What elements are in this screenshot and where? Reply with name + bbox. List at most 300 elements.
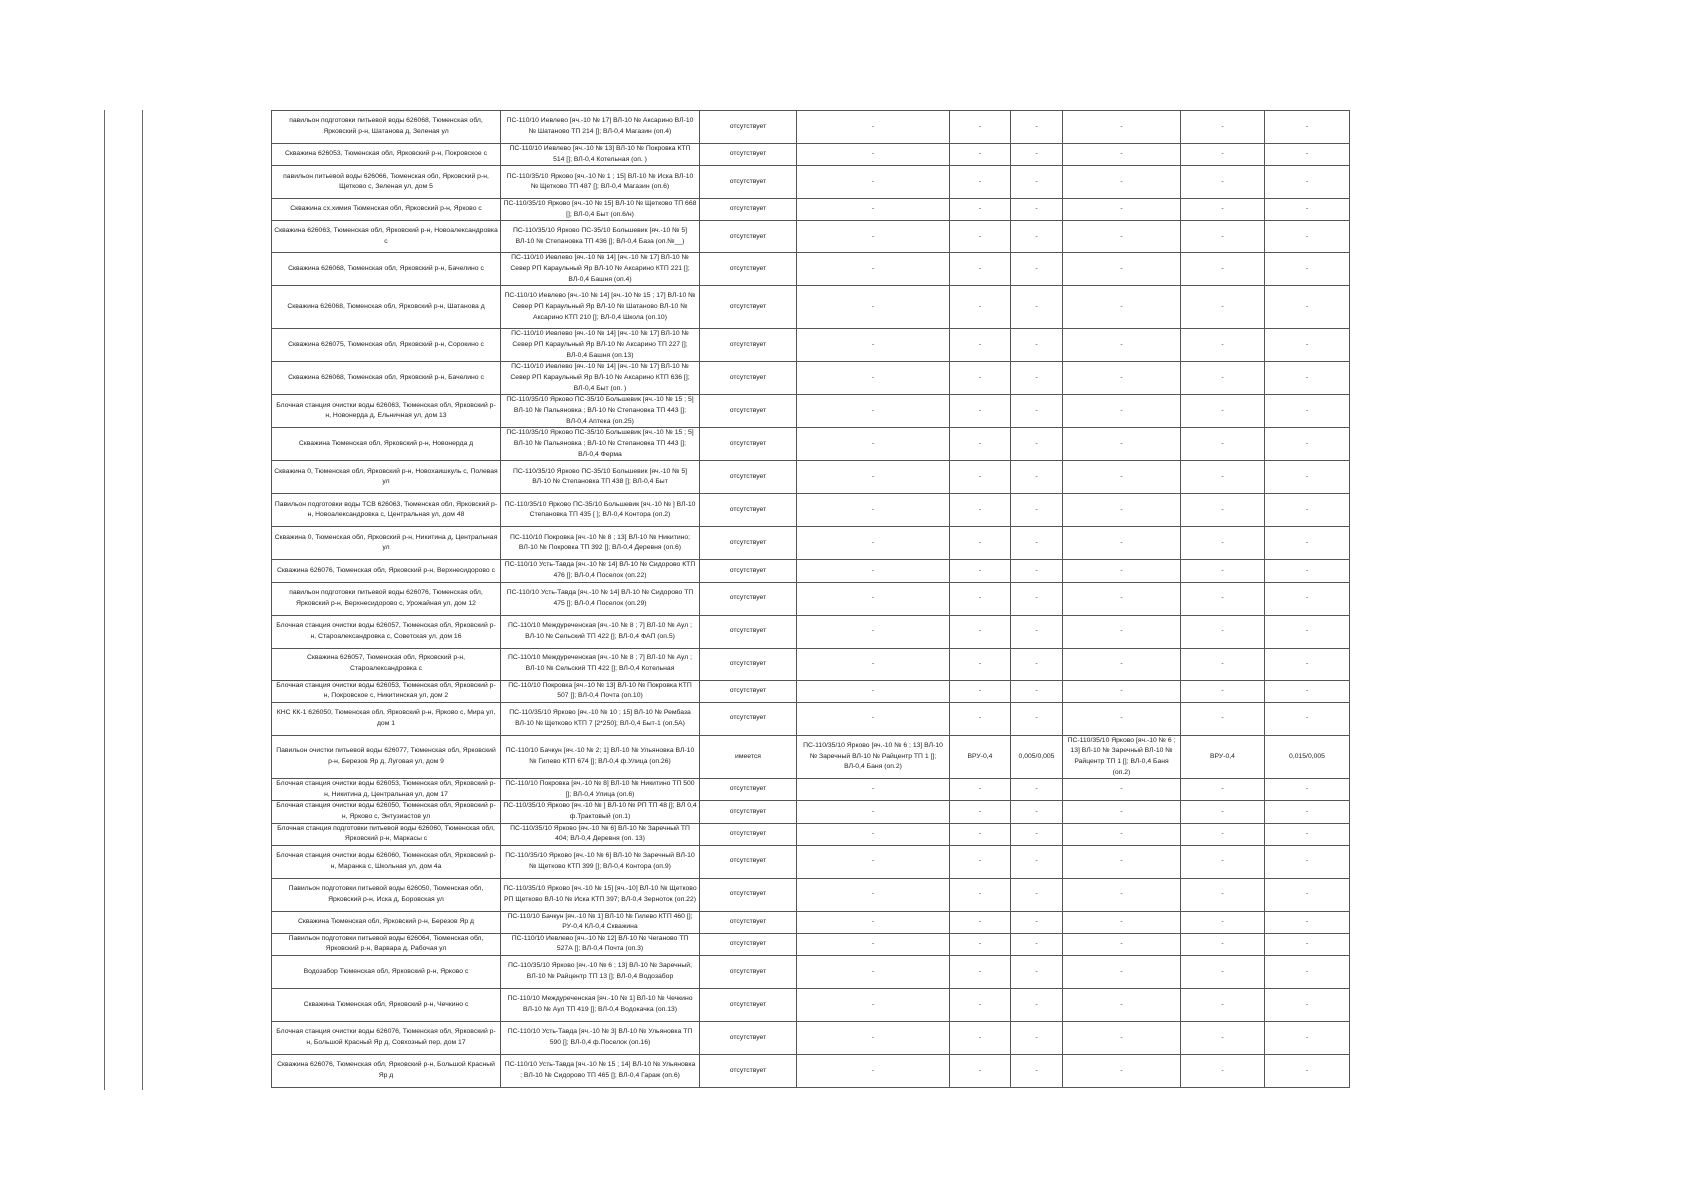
cell-reserve-status: отсутствует (700, 823, 797, 845)
table-row (272, 199, 1350, 221)
cell-alt-point: - (1181, 527, 1265, 560)
cell-reserve-source: - (797, 494, 950, 527)
cell-object-address: Павильон подготовки питьевой воды 626064, Тюменская обл, Ярковский р-н, Варвара д, Рабочая ул (272, 933, 501, 955)
table-row (272, 428, 1350, 461)
cell-reserve-point: - (950, 527, 1011, 560)
cell-object-address: КНС КК-1 626050, Тюменская обл, Ярковский р-н, Ярково с, Мира ул, дом 1 (272, 702, 501, 735)
cell-reserve-source: - (797, 648, 950, 680)
cell-alt-capacity: - (1265, 428, 1350, 461)
table-row (272, 989, 1350, 1022)
cell-reserve-source: - (797, 253, 950, 286)
cell-reserve-point: - (950, 1055, 1011, 1088)
cell-alt-source: - (1063, 911, 1181, 933)
cell-reserve-status: отсутствует (700, 253, 797, 286)
cell-connection-scheme: ПС-110/35/10 Ярково ПС-35/10 Большевик [яч.-10 № 15 ; 5] ВЛ-10 № Пальяновка ; ВЛ-10 № Степановка ТП 443 []; ВЛ-0,4 Ферма (501, 428, 700, 461)
cell-alt-point: - (1181, 582, 1265, 615)
table-row (272, 911, 1350, 933)
cell-reserve-point: - (950, 702, 1011, 735)
cell-alt-source: - (1063, 878, 1181, 911)
cell-alt-point: - (1181, 1055, 1265, 1088)
cell-reserve-capacity: - (1011, 648, 1063, 680)
cell-reserve-point: - (950, 823, 1011, 845)
table-row (272, 823, 1350, 845)
cell-reserve-capacity: - (1011, 253, 1063, 286)
cell-object-address: Скважина 626076, Тюменская обл, Ярковский р-н, Верхнесидорово с (272, 560, 501, 582)
cell-connection-scheme: ПС-110/10 Иевлево [яч.-10 № 17] ВЛ-10 № Аксарино ВЛ-10 № Шатаново ТП 214 []; ВЛ-0,4 Магазин (оп.4) (501, 111, 700, 144)
table-row (272, 878, 1350, 911)
cell-alt-source: - (1063, 648, 1181, 680)
cell-connection-scheme: ПС-110/35/10 Ярково ПС-35/10 Большевик [яч.-10 № 5] ВЛ-10 № Степановка ТП 438 []; ВЛ-0,4 Быт (501, 461, 700, 494)
cell-object-address: Скважина сх.химия Тюменская обл, Ярковский р-н, Ярково с (272, 199, 501, 221)
cell-alt-source: - (1063, 1055, 1181, 1088)
cell-alt-capacity: 0,015/0,005 (1265, 735, 1350, 778)
cell-reserve-status: отсутствует (700, 801, 797, 823)
cell-object-address: Скважина 626075, Тюменская обл, Ярковский р-н, Сорокино с (272, 329, 501, 362)
cell-reserve-capacity: - (1011, 144, 1063, 166)
cell-reserve-status: отсутствует (700, 1055, 797, 1088)
cell-reserve-status: отсутствует (700, 933, 797, 955)
cell-alt-point: - (1181, 956, 1265, 989)
table-row (272, 166, 1350, 199)
left-margin-line (104, 110, 105, 1090)
cell-reserve-capacity: - (1011, 428, 1063, 461)
cell-reserve-capacity: - (1011, 956, 1063, 989)
cell-reserve-status: отсутствует (700, 648, 797, 680)
cell-alt-capacity: - (1265, 253, 1350, 286)
cell-alt-point: - (1181, 199, 1265, 221)
cell-alt-source: ПС-110/35/10 Ярково [яч.-10 № 6 ; 13] ВЛ-10 № Заречный ВЛ-10 № Райцентр ТП 1 []; ВЛ-0,4 Баня (оп.2) (1063, 735, 1181, 778)
cell-alt-point: - (1181, 648, 1265, 680)
cell-reserve-status: отсутствует (700, 845, 797, 878)
cell-reserve-capacity: - (1011, 461, 1063, 494)
table-body (272, 111, 1350, 1088)
cell-reserve-status: отсутствует (700, 956, 797, 989)
cell-reserve-point: - (950, 680, 1011, 702)
cell-connection-scheme: ПС-110/35/10 Ярково [яч.-10 № 15] [яч.-10] ВЛ-10 № Щетково РП Щетково ВЛ-10 № Иска КТП 397; ВЛ-0,4 Зерноток (оп.22) (501, 878, 700, 911)
cell-alt-capacity: - (1265, 911, 1350, 933)
table-row (272, 144, 1350, 166)
cell-reserve-source: - (797, 111, 950, 144)
cell-alt-point: - (1181, 253, 1265, 286)
cell-reserve-capacity: - (1011, 111, 1063, 144)
cell-alt-capacity: - (1265, 144, 1350, 166)
cell-alt-capacity: - (1265, 461, 1350, 494)
cell-reserve-point: ВРУ-0,4 (950, 735, 1011, 778)
cell-reserve-capacity: - (1011, 329, 1063, 362)
cell-object-address: Скважина 0, Тюменская обл, Ярковский р-н, Новохаишкуль с, Полевая ул (272, 461, 501, 494)
cell-alt-point: - (1181, 329, 1265, 362)
cell-reserve-point: - (950, 329, 1011, 362)
cell-object-address: Скважина 626057, Тюменская обл, Ярковский р-н, Староалександровка с (272, 648, 501, 680)
cell-connection-scheme: ПС-110/35/10 Ярково ПС-35/10 Большевик [яч.-10 № 15 ; 5] ВЛ-10 № Пальяновка ; ВЛ-10 № Степановка ТП 443 []; ВЛ-0,4 Аптека (оп.25) (501, 395, 700, 428)
cell-alt-point: - (1181, 560, 1265, 582)
table-row (272, 933, 1350, 955)
cell-reserve-capacity: - (1011, 560, 1063, 582)
cell-alt-capacity: - (1265, 878, 1350, 911)
cell-alt-point: - (1181, 144, 1265, 166)
cell-reserve-source: - (797, 560, 950, 582)
cell-connection-scheme: ПС-110/35/10 Ярково [яч.-10 № ] ВЛ-10 № РП ТП 48 []; ВЛ 0,4 ф.Трактовый (оп.1) (501, 801, 700, 823)
cell-alt-source: - (1063, 461, 1181, 494)
cell-reserve-point: - (950, 878, 1011, 911)
cell-alt-capacity: - (1265, 560, 1350, 582)
cell-alt-point: - (1181, 494, 1265, 527)
cell-reserve-status: отсутствует (700, 395, 797, 428)
cell-reserve-source: - (797, 615, 950, 648)
cell-connection-scheme: ПС-110/35/10 Ярково ПС-35/10 Большевик [яч.-10 № ] ВЛ-10 Степановка ТП 435 [ ]; ВЛ-0,4 Контора (оп.2) (501, 494, 700, 527)
table-row (272, 702, 1350, 735)
cell-object-address: Павильон подготовки воды ТСВ 626063, Тюменская обл, Ярковский р-н, Новоалександровка с, Центральная ул, дом 48 (272, 494, 501, 527)
cell-alt-source: - (1063, 111, 1181, 144)
cell-alt-point: - (1181, 933, 1265, 955)
cell-alt-source: - (1063, 221, 1181, 253)
cell-connection-scheme: ПС-110/10 Иевлево [яч.-10 № 12] ВЛ-10 № Чеганово ТП 527А []; ВЛ-0,4 Почта (оп.3) (501, 933, 700, 955)
cell-alt-point: - (1181, 779, 1265, 801)
table-row (272, 362, 1350, 395)
cell-reserve-status: отсутствует (700, 144, 797, 166)
cell-connection-scheme: ПС-110/35/10 Ярково ПС-35/10 Большевик [яч.-10 № 5] ВЛ-10 № Степановка ТП 436 []; ВЛ-0,4 База (оп.№__) (501, 221, 700, 253)
cell-reserve-point: - (950, 111, 1011, 144)
cell-reserve-source: - (797, 362, 950, 395)
cell-alt-source: - (1063, 823, 1181, 845)
table-row (272, 527, 1350, 560)
cell-reserve-source: - (797, 144, 950, 166)
cell-reserve-status: отсутствует (700, 221, 797, 253)
cell-alt-capacity: - (1265, 362, 1350, 395)
table-row (272, 221, 1350, 253)
cell-reserve-capacity: - (1011, 395, 1063, 428)
cell-alt-capacity: - (1265, 779, 1350, 801)
cell-alt-source: - (1063, 615, 1181, 648)
cell-object-address: павильон питьевой воды 626066, Тюменская обл, Ярковский р-н, Щетково с, Зеленая ул, дом 5 (272, 166, 501, 199)
table-row (272, 582, 1350, 615)
cell-connection-scheme: ПС-110/10 Междуреченская [яч.-10 № 8 ; 7] ВЛ-10 № Аул ; ВЛ-10 № Сельский ТП 422 []; ВЛ-0,4 ФАП (оп.5) (501, 615, 700, 648)
table-row (272, 1055, 1350, 1088)
cell-connection-scheme: ПС-110/35/10 Ярково [яч.-10 № 10 ; 15] ВЛ-10 № Рембаза ВЛ-10 № Щетково КТП 7 [2*250]; ВЛ-0,4 Быт-1 (оп.5А) (501, 702, 700, 735)
cell-reserve-point: - (950, 933, 1011, 955)
cell-alt-source: - (1063, 702, 1181, 735)
cell-object-address: павильон подготовки питьевой воды 626068, Тюменская обл, Ярковский р-н, Шатанова д, Зеленая ул (272, 111, 501, 144)
cell-connection-scheme: ПС-110/10 Усть-Тавда [яч.-10 № 14] ВЛ-10 № Сидорово КТП 476 []; ВЛ-0,4 Поселок (оп.22) (501, 560, 700, 582)
cell-alt-capacity: - (1265, 221, 1350, 253)
cell-alt-point: - (1181, 989, 1265, 1022)
inner-margin-line (142, 110, 143, 1090)
table-row (272, 648, 1350, 680)
cell-alt-capacity: - (1265, 615, 1350, 648)
cell-alt-capacity: - (1265, 395, 1350, 428)
cell-alt-capacity: - (1265, 680, 1350, 702)
cell-alt-source: - (1063, 801, 1181, 823)
cell-alt-point: - (1181, 286, 1265, 329)
cell-reserve-source: - (797, 1055, 950, 1088)
cell-reserve-status: отсутствует (700, 527, 797, 560)
cell-object-address: Водозабор Тюменская обл, Ярковский р-н, Ярково с (272, 956, 501, 989)
cell-reserve-capacity: - (1011, 362, 1063, 395)
cell-alt-source: - (1063, 527, 1181, 560)
table-row (272, 494, 1350, 527)
cell-connection-scheme: ПС-110/10 Покровка [яч.-10 № 8] ВЛ-10 № Никитино ТП 500 []; ВЛ-0,4 Улица (оп.6) (501, 779, 700, 801)
table-row (272, 615, 1350, 648)
cell-alt-capacity: - (1265, 329, 1350, 362)
cell-reserve-source: - (797, 702, 950, 735)
table-row (272, 329, 1350, 362)
cell-reserve-point: - (950, 1022, 1011, 1055)
cell-reserve-capacity: - (1011, 221, 1063, 253)
cell-reserve-point: - (950, 560, 1011, 582)
cell-reserve-capacity: - (1011, 1022, 1063, 1055)
cell-reserve-status: отсутствует (700, 582, 797, 615)
cell-reserve-point: - (950, 286, 1011, 329)
cell-object-address: Блочная станция очистки воды 626053, Тюменская обл, Ярковский р-н, Покровское с, Никитинская ул, дом 2 (272, 680, 501, 702)
cell-reserve-point: - (950, 221, 1011, 253)
cell-alt-source: - (1063, 1022, 1181, 1055)
cell-object-address: Скважина 626068, Тюменская обл, Ярковский р-н, Шатанова д (272, 286, 501, 329)
cell-reserve-capacity: - (1011, 779, 1063, 801)
cell-alt-capacity: - (1265, 989, 1350, 1022)
cell-reserve-point: - (950, 144, 1011, 166)
cell-reserve-capacity: - (1011, 615, 1063, 648)
table-row (272, 779, 1350, 801)
cell-connection-scheme: ПС-110/10 Бачкун [яч.-10 № 2; 1] ВЛ-10 № Ульяновка ВЛ-10 № Гилево КТП 674 []; ВЛ-0,4 ф.Улица (оп.26) (501, 735, 700, 778)
cell-reserve-status: отсутствует (700, 615, 797, 648)
cell-reserve-source: - (797, 199, 950, 221)
cell-reserve-source: - (797, 286, 950, 329)
cell-connection-scheme: ПС-110/10 Усть-Тавда [яч.-10 № 15 ; 14] ВЛ-10 № Ульяновка ; ВЛ-10 № Сидорово ТП 465 []; ВЛ-0,4 Гараж (оп.6) (501, 1055, 700, 1088)
cell-alt-point: - (1181, 166, 1265, 199)
cell-reserve-status: отсутствует (700, 428, 797, 461)
table-row (272, 395, 1350, 428)
cell-reserve-capacity: - (1011, 801, 1063, 823)
cell-reserve-source: - (797, 582, 950, 615)
table-row (272, 680, 1350, 702)
cell-alt-point: - (1181, 878, 1265, 911)
cell-reserve-status: отсутствует (700, 362, 797, 395)
cell-object-address: Скважина 0, Тюменская обл, Ярковский р-н, Никитина д, Центральная ул (272, 527, 501, 560)
cell-connection-scheme: ПС-110/10 Покровка [яч.-10 № 13] ВЛ-10 № Покровка КТП 507 []; ВЛ-0,4 Почта (оп.10) (501, 680, 700, 702)
cell-reserve-point: - (950, 779, 1011, 801)
cell-alt-capacity: - (1265, 111, 1350, 144)
cell-reserve-source: - (797, 461, 950, 494)
table-row (272, 845, 1350, 878)
cell-reserve-status: отсутствует (700, 1022, 797, 1055)
cell-alt-point: - (1181, 615, 1265, 648)
cell-alt-capacity: - (1265, 956, 1350, 989)
cell-reserve-capacity: - (1011, 527, 1063, 560)
cell-connection-scheme: ПС-110/10 Иевлево [яч.-10 № 14] [яч.-10 № 17] ВЛ-10 № Север РП Караульный Яр ВЛ-10 № Аксарино КТП 221 []; ВЛ-0,4 Башня (оп.4) (501, 253, 700, 286)
cell-reserve-capacity: - (1011, 989, 1063, 1022)
cell-alt-source: - (1063, 989, 1181, 1022)
cell-reserve-source: - (797, 329, 950, 362)
cell-alt-capacity: - (1265, 648, 1350, 680)
cell-alt-source: - (1063, 286, 1181, 329)
cell-alt-source: - (1063, 845, 1181, 878)
cell-alt-point: - (1181, 702, 1265, 735)
cell-reserve-source: - (797, 956, 950, 989)
cell-alt-source: - (1063, 680, 1181, 702)
cell-object-address: Скважина 626063, Тюменская обл, Ярковский р-н, Новоалександровка с (272, 221, 501, 253)
cell-reserve-status: отсутствует (700, 911, 797, 933)
cell-object-address: Скважина Тюменская обл, Ярковский р-н, Чечкино с (272, 989, 501, 1022)
cell-alt-capacity: - (1265, 933, 1350, 955)
cell-object-address: Блочная станция очистки воды 626053, Тюменская обл, Ярковский р-н, Никитина д, Центральная ул, дом 17 (272, 779, 501, 801)
cell-alt-point: - (1181, 823, 1265, 845)
cell-reserve-point: - (950, 615, 1011, 648)
cell-alt-source: - (1063, 166, 1181, 199)
cell-alt-source: - (1063, 199, 1181, 221)
cell-reserve-point: - (950, 428, 1011, 461)
cell-reserve-capacity: - (1011, 702, 1063, 735)
cell-reserve-source: - (797, 680, 950, 702)
cell-alt-source: - (1063, 395, 1181, 428)
cell-alt-source: - (1063, 582, 1181, 615)
cell-connection-scheme: ПС-110/10 Покровка [яч.-10 № 8 ; 13] ВЛ-10 № Никитино; ВЛ-10 № Покровка ТП 392 []; ВЛ-0,4 Деревня (оп.6) (501, 527, 700, 560)
cell-reserve-status: отсутствует (700, 199, 797, 221)
cell-reserve-status: отсутствует (700, 111, 797, 144)
table-row (272, 801, 1350, 823)
cell-connection-scheme: ПС-110/35/10 Ярково [яч.-10 № 15] ВЛ-10 № Щетково ТП 668 []; ВЛ-0,4 Быт (оп.6/н) (501, 199, 700, 221)
cell-alt-point: - (1181, 221, 1265, 253)
cell-alt-point: - (1181, 1022, 1265, 1055)
cell-object-address: Скважина 626068, Тюменская обл, Ярковский р-н, Бачелино с (272, 253, 501, 286)
cell-alt-point: - (1181, 111, 1265, 144)
cell-connection-scheme: ПС-110/10 Иевлево [яч.-10 № 14] [яч.-10 № 17] ВЛ-10 № Север РП Караульный Яр ВЛ-10 № Аксарино ТП 227 []; ВЛ-0,4 Башня (оп.13) (501, 329, 700, 362)
cell-reserve-point: - (950, 395, 1011, 428)
cell-object-address: Скважина Тюменская обл, Ярковский р-н, Березов Яр д (272, 911, 501, 933)
cell-reserve-status: отсутствует (700, 329, 797, 362)
cell-connection-scheme: ПС-110/10 Иевлево [яч.-10 № 14] [яч.-10 № 17] ВЛ-10 № Север РП Караульный Яр ВЛ-10 № Аксарино КТП 636 []; ВЛ-0,4 Быт (оп. ) (501, 362, 700, 395)
cell-reserve-capacity: - (1011, 494, 1063, 527)
cell-object-address: Блочная станция очистки воды 626057, Тюменская обл, Ярковский р-н, Староалександровка с, Советская ул, дом 16 (272, 615, 501, 648)
cell-reserve-source: - (797, 527, 950, 560)
cell-reserve-point: - (950, 845, 1011, 878)
cell-alt-capacity: - (1265, 702, 1350, 735)
cell-reserve-status: отсутствует (700, 560, 797, 582)
cell-reserve-point: - (950, 253, 1011, 286)
cell-alt-capacity: - (1265, 166, 1350, 199)
cell-connection-scheme: ПС-110/10 Усть-Тавда [яч.-10 № 3] ВЛ-10 № Ульяновка ТП 590 []; ВЛ-0,4 ф.Поселок (оп.16) (501, 1022, 700, 1055)
cell-object-address: павильон подготовки питьевой воды 626076, Тюменская обл, Ярковский р-н, Верхнесидорово с, Урожайная ул, дом 12 (272, 582, 501, 615)
cell-reserve-capacity: - (1011, 1055, 1063, 1088)
cell-reserve-point: - (950, 989, 1011, 1022)
cell-object-address: Павильон очистки питьевой воды 626077, Тюменская обл, Ярковский р-н, Березов Яр д, Луговая ул, дом 9 (272, 735, 501, 778)
cell-reserve-point: - (950, 362, 1011, 395)
cell-alt-point: - (1181, 801, 1265, 823)
cell-reserve-status: отсутствует (700, 702, 797, 735)
cell-reserve-source: - (797, 989, 950, 1022)
cell-reserve-status: отсутствует (700, 461, 797, 494)
cell-reserve-point: - (950, 911, 1011, 933)
cell-connection-scheme: ПС-110/10 Междуреченская [яч.-10 № 1] ВЛ-10 № Чечкино ВЛ-10 № Аул ТП 419 []; ВЛ-0,4 Водокачка (оп.13) (501, 989, 700, 1022)
cell-alt-capacity: - (1265, 801, 1350, 823)
cell-reserve-source: - (797, 933, 950, 955)
cell-reserve-capacity: - (1011, 933, 1063, 955)
cell-reserve-point: - (950, 461, 1011, 494)
table-row (272, 1022, 1350, 1055)
cell-object-address: Блочная станция очистки воды 626076, Тюменская обл, Ярковский р-н, Большой Красный Яр д, Совхозный пер, дом 17 (272, 1022, 501, 1055)
cell-reserve-capacity: - (1011, 823, 1063, 845)
cell-reserve-source: - (797, 395, 950, 428)
cell-alt-point: - (1181, 845, 1265, 878)
cell-reserve-capacity: - (1011, 582, 1063, 615)
cell-reserve-capacity: - (1011, 199, 1063, 221)
cell-reserve-capacity: - (1011, 286, 1063, 329)
cell-reserve-source: - (797, 221, 950, 253)
cell-connection-scheme: ПС-110/10 Междуреченская [яч.-10 № 8 ; 7] ВЛ-10 № Аул ; ВЛ-10 № Сельский ТП 422 []; ВЛ-0,4 Котельная (501, 648, 700, 680)
cell-object-address: Скважина Тюменская обл, Ярковский р-н, Новонерда д (272, 428, 501, 461)
cell-object-address: Скважина 626053, Тюменская обл, Ярковский р-н, Покровское с (272, 144, 501, 166)
cell-reserve-status: отсутствует (700, 779, 797, 801)
cell-alt-capacity: - (1265, 823, 1350, 845)
cell-connection-scheme: ПС-110/35/10 Ярково [яч.-10 № 6 ; 13] ВЛ-10 № Заречный; ВЛ-10 № Райцентр ТП 13 []; ВЛ-0,4 Водозабор (501, 956, 700, 989)
cell-alt-capacity: - (1265, 845, 1350, 878)
table-row (272, 560, 1350, 582)
cell-reserve-status: отсутствует (700, 286, 797, 329)
cell-reserve-source: - (797, 823, 950, 845)
cell-connection-scheme: ПС-110/35/10 Ярково [яч.-10 № 1 ; 15] ВЛ-10 № Иска ВЛ-10 № Щетково ТП 487 []; ВЛ-0,4 Магазин (оп.6) (501, 166, 700, 199)
cell-alt-point: - (1181, 395, 1265, 428)
cell-alt-source: - (1063, 933, 1181, 955)
table-row (272, 253, 1350, 286)
cell-alt-source: - (1063, 956, 1181, 989)
cell-reserve-source: - (797, 801, 950, 823)
cell-connection-scheme: ПС-110/35/10 Ярково [яч.-10 № 6] ВЛ-10 № Заречный ТП 404; ВЛ-0,4 Деревня (оп. 13) (501, 823, 700, 845)
cell-alt-source: - (1063, 144, 1181, 166)
cell-reserve-capacity: - (1011, 845, 1063, 878)
table-row (272, 461, 1350, 494)
cell-reserve-point: - (950, 199, 1011, 221)
cell-alt-capacity: - (1265, 1022, 1350, 1055)
cell-alt-source: - (1063, 362, 1181, 395)
cell-connection-scheme: ПС-110/10 Бачкун [яч.-10 № 1] ВЛ-10 № Гилево КТП 460 []; РУ-0,4 КЛ-0,4 Скважина (501, 911, 700, 933)
cell-alt-point: - (1181, 362, 1265, 395)
cell-reserve-capacity: 0,005/0,005 (1011, 735, 1063, 778)
cell-reserve-source: - (797, 911, 950, 933)
cell-reserve-point: - (950, 956, 1011, 989)
cell-alt-source: - (1063, 779, 1181, 801)
cell-reserve-point: - (950, 648, 1011, 680)
cell-reserve-status: имеется (700, 735, 797, 778)
cell-alt-point: - (1181, 680, 1265, 702)
cell-reserve-source: - (797, 779, 950, 801)
cell-reserve-point: - (950, 166, 1011, 199)
table-row (272, 735, 1350, 778)
cell-object-address: Блочная станция очистки воды 626050, Тюменская обл, Ярковский р-н, Ярково с, Энтузиастов ул (272, 801, 501, 823)
cell-connection-scheme: ПС-110/10 Усть-Тавда [яч.-10 № 14] ВЛ-10 № Сидорово ТП 475 []; ВЛ-0,4 Поселок (оп.29) (501, 582, 700, 615)
cell-alt-source: - (1063, 428, 1181, 461)
power-supply-table (271, 110, 1350, 1088)
cell-connection-scheme: ПС-110/35/10 Ярково [яч.-10 № 6] ВЛ-10 № Заречный ВЛ-10 № Щетково КТП 399 []; ВЛ-0,4 Контора (оп.9) (501, 845, 700, 878)
cell-alt-source: - (1063, 560, 1181, 582)
cell-reserve-point: - (950, 582, 1011, 615)
cell-reserve-status: отсутствует (700, 989, 797, 1022)
cell-alt-point: - (1181, 428, 1265, 461)
table-row (272, 286, 1350, 329)
cell-reserve-source: ПС-110/35/10 Ярково [яч.-10 № 6 ; 13] ВЛ-10 № Заречный ВЛ-10 № Райцентр ТП 1 []; ВЛ-0,4 Баня (оп.2) (797, 735, 950, 778)
cell-object-address: Скважина 626076, Тюменская обл, Ярковский р-н, Большой Красный Яр д (272, 1055, 501, 1088)
cell-reserve-source: - (797, 845, 950, 878)
table-row (272, 956, 1350, 989)
cell-reserve-status: отсутствует (700, 494, 797, 527)
cell-alt-source: - (1063, 329, 1181, 362)
cell-connection-scheme: ПС-110/10 Иевлево [яч.-10 № 14] [яч.-10 № 15 ; 17] ВЛ-10 № Север РП Караульный Яр ВЛ-10 № Шатаново ВЛ-10 № Аксарино КТП 210 []; ВЛ-0,4 Школа (оп.10) (501, 286, 700, 329)
cell-alt-capacity: - (1265, 527, 1350, 560)
cell-reserve-capacity: - (1011, 911, 1063, 933)
cell-object-address: Блочная станция очистки воды 626063, Тюменская обл, Ярковский р-н, Новонерда д, Ельничная ул, дом 13 (272, 395, 501, 428)
cell-object-address: Скважина 626068, Тюменская обл, Ярковский р-н, Бачелино с (272, 362, 501, 395)
cell-alt-capacity: - (1265, 582, 1350, 615)
cell-reserve-point: - (950, 801, 1011, 823)
cell-alt-capacity: - (1265, 494, 1350, 527)
